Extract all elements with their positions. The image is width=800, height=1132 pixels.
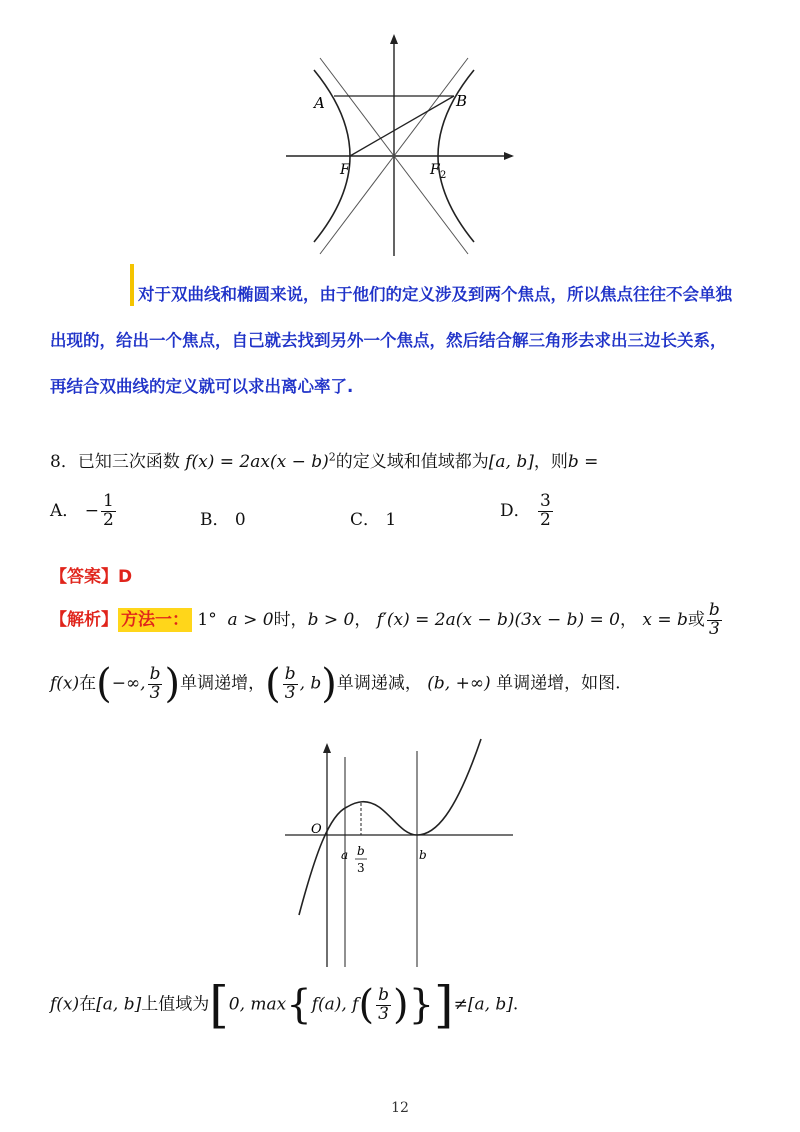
option-a-denominator: 2 — [102, 509, 114, 530]
paren-left: ( — [358, 982, 375, 1028]
y-axis-arrow-icon — [390, 34, 398, 44]
option-a-label: A． — [50, 500, 80, 521]
label-b3-den: 3 — [357, 861, 365, 875]
answer-line — [50, 562, 132, 587]
analysis-or: 或 — [687, 609, 705, 630]
condition-b: b > 0 — [307, 609, 355, 630]
paren-right: ) — [164, 661, 181, 707]
answer-label: 【答案】 — [50, 567, 118, 587]
option-d[interactable] — [500, 493, 555, 530]
label-a: A — [314, 94, 325, 112]
note-line-2: 出现的，给出一个焦点，自己就去找到另外一个焦点，然后结合解三角形去求出三边长关系， — [50, 331, 727, 350]
mono-fx: f(x) — [50, 673, 80, 694]
mono-dec: 单调递减， — [336, 673, 422, 694]
brace-right: } — [408, 982, 435, 1028]
question-number: 8． — [50, 452, 78, 472]
question-b-eq: b = — [567, 452, 599, 472]
option-a-numerator: 1 — [102, 491, 114, 511]
question-8 — [50, 447, 598, 472]
range-num: b — [378, 984, 389, 1005]
paren-right: ) — [321, 661, 337, 707]
question-suffix: ，则 — [533, 452, 568, 472]
question-prefix: 已知三次函数 — [77, 452, 180, 472]
note-line-3: 再结合双曲线的定义就可以求出离心率了. — [50, 377, 354, 396]
mono-int2-fraction — [283, 663, 298, 703]
mono-int2-den: 3 — [284, 682, 296, 703]
note-line-1: 对于双曲线和椭圆来说，由于他们的定义涉及到两个焦点，所以焦点往往不会单独 — [138, 285, 732, 304]
label-f2-subscript: 2 — [440, 170, 447, 181]
root-denominator: 3 — [708, 618, 720, 639]
range-fx: f(x) — [50, 994, 80, 1015]
analysis-text-2: ， — [354, 609, 372, 630]
monotonicity-line — [50, 661, 621, 707]
mono-inc1: 单调递增， — [180, 673, 266, 694]
question-exponent: 2 — [328, 450, 336, 464]
bracket-left: [ — [209, 976, 229, 1034]
option-a-sign: − — [84, 500, 99, 521]
brace-left: { — [286, 982, 312, 1028]
option-c-value: 1 — [385, 510, 397, 530]
derivative: f′(x) = 2a(x − b)(3x − b) = 0 — [376, 609, 620, 630]
y-axis-arrow-icon — [323, 743, 331, 753]
range-neq: ≠ — [453, 994, 468, 1015]
answer-value: D — [118, 567, 133, 587]
note-marker — [130, 264, 134, 306]
question-interval: [a, b] — [488, 452, 534, 472]
range-text-1: 在 — [79, 994, 97, 1015]
mono-int1-fraction — [148, 663, 163, 703]
option-c-label: C． — [350, 510, 381, 530]
cubic-curve — [299, 739, 481, 915]
option-b[interactable] — [200, 505, 246, 530]
range-fa: f(a), f — [311, 994, 359, 1015]
range-fraction — [376, 984, 391, 1024]
cubic-figure — [285, 735, 515, 970]
analysis-text-3: ， — [619, 609, 637, 630]
option-d-fraction — [538, 493, 553, 530]
label-b: b — [419, 848, 427, 862]
option-d-denominator: 2 — [540, 509, 551, 530]
option-a[interactable] — [50, 493, 118, 530]
mono-inc2: 单调递增，如图. — [496, 673, 621, 694]
mono-int1-left: −∞, — [111, 673, 146, 694]
paren-left: ( — [265, 661, 281, 707]
mono-int3: (b, +∞) — [427, 673, 491, 694]
root-fraction — [707, 602, 722, 639]
paren-right: ) — [392, 982, 409, 1028]
mono-int2-num: b — [284, 663, 296, 684]
page-number: 12 — [391, 1100, 409, 1116]
question-function: f(x) = 2ax(x − b) — [185, 452, 329, 472]
label-a: a — [341, 848, 349, 862]
paren-left: ( — [96, 661, 112, 707]
option-b-label: B． — [200, 510, 230, 530]
label-b: B — [456, 92, 468, 110]
root-b: x = b — [642, 609, 688, 630]
range-den: 3 — [378, 1003, 389, 1024]
mono-int1-den: 3 — [149, 682, 161, 703]
hyperbola-figure — [280, 30, 520, 260]
range-interval-2: [a, b] — [467, 994, 513, 1015]
option-d-label: D． — [500, 500, 531, 521]
x-axis-arrow-icon — [504, 152, 514, 160]
analysis-text-1: 时， — [273, 609, 308, 630]
range-inner: 0, max — [228, 994, 287, 1015]
label-b3-num: b — [357, 844, 365, 858]
analysis-step: 1° — [197, 609, 217, 630]
option-a-fraction — [101, 493, 116, 530]
analysis-label: 【解析】 — [50, 609, 118, 630]
range-interval: [a, b] — [96, 994, 142, 1015]
range-line — [50, 976, 519, 1034]
label-f: F — [340, 162, 350, 178]
range-end: . — [512, 994, 519, 1015]
label-origin: O — [311, 822, 322, 837]
method-label: 方法一： — [118, 608, 192, 632]
mono-zai: 在 — [79, 673, 97, 694]
label-f2: F — [430, 162, 440, 178]
bracket-right: ] — [434, 976, 454, 1034]
mono-int2-right: , b — [299, 673, 322, 694]
root-numerator: b — [708, 600, 720, 620]
option-c[interactable] — [350, 505, 396, 530]
analysis-line — [50, 602, 724, 639]
question-middle: 的定义域和值域都为 — [335, 452, 489, 472]
condition-a: a > 0 — [227, 609, 274, 630]
mono-int1-num: b — [149, 663, 161, 684]
option-d-numerator: 3 — [540, 491, 551, 511]
range-text-2: 上值域为 — [141, 994, 210, 1015]
option-b-value: 0 — [234, 510, 246, 530]
